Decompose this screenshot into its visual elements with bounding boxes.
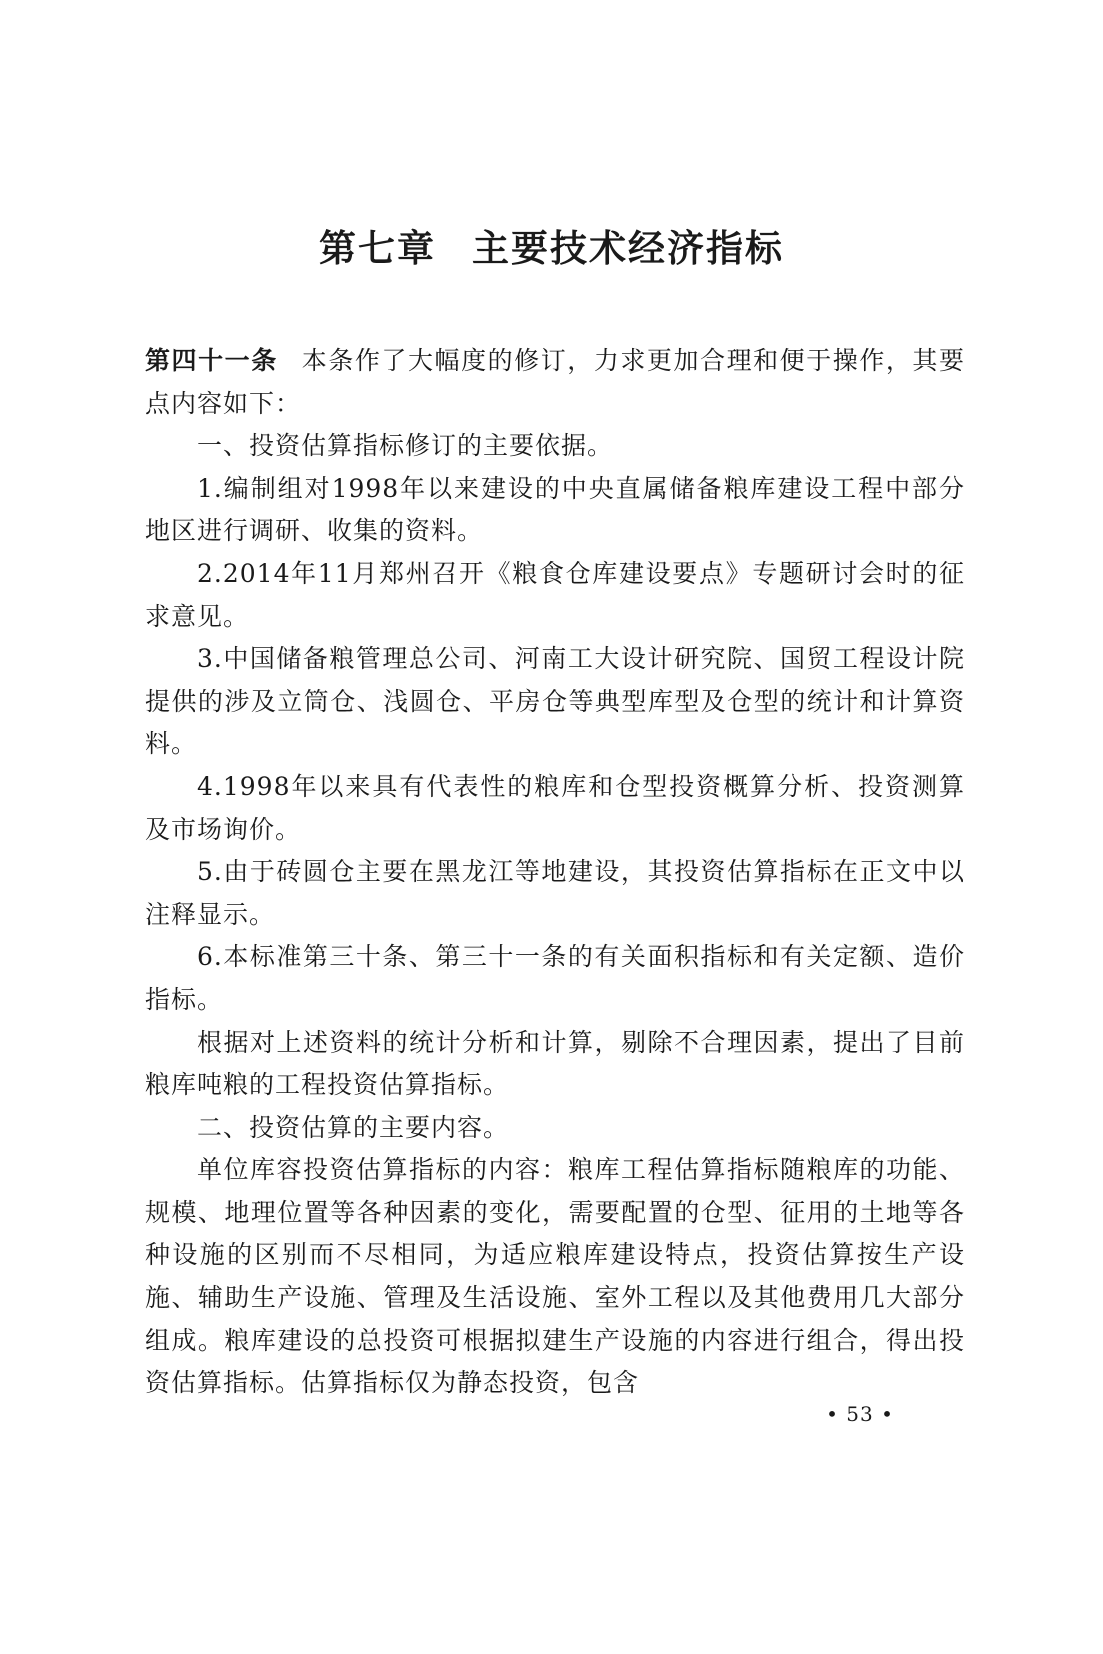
paragraph-item-3: 3.中国储备粮管理总公司、河南工大设计研究院、国贸工程设计院提供的涉及立筒仓、浅圆仓、平房仓等典型库型及仓型的统计和计算资料。 (145, 644, 965, 759)
paragraph-item-1: 1.编制组对1998年以来建设的中央直属储备粮库建设工程中部分地区进行调研、收集的资料。 (145, 473, 965, 546)
paragraph-content-detail: 单位库容投资估算指标的内容：粮库工程估算指标随粮库的功能、规模、地理位置等各种因素的变化，需要配置的仓型、征用的土地等各种设施的区别而不尽相同，为适应粮库建设特点，投资估算按生产设施、辅助生产设施、管理及生活设施、室外工程以及其他费用几大部分组成。粮库建设的总投资可根据拟建生产设施的内容进行组合，得出投资估算指标。估算指标仅为静态投资，包含 (145, 1155, 965, 1398)
page-number: • 53 • (826, 1402, 894, 1426)
paragraph-item-5: 5.由于砖圆仓主要在黑龙江等地建设，其投资估算指标在正文中以注释显示。 (145, 857, 965, 929)
paragraph-basis-heading: 一、投资估算指标修订的主要依据。 (197, 431, 614, 461)
paragraph-item-4: 4.1998年以来具有代表性的粮库和仓型投资概算分析、投资测算及市场询价。 (145, 771, 965, 844)
paragraph-content-heading: 二、投资估算的主要内容。 (197, 1112, 510, 1142)
body-text (145, 340, 965, 1405)
chapter-title (0, 218, 1103, 272)
article-intro: 本条作了大幅度的修订，力求更加合理和便于操作，其要点内容如下： (145, 346, 965, 418)
paragraph-conclusion: 根据对上述资料的统计分析和计算，剔除不合理因素，提出了目前粮库吨粮的工程投资估算指标。 (145, 1027, 965, 1100)
paragraph-item-6: 6.本标准第三十条、第三十一条的有关面积指标和有关定额、造价指标。 (145, 942, 965, 1014)
chapter-number: 第七章 (319, 227, 436, 270)
article-label: 第四十一条 (145, 346, 278, 375)
chapter-name: 主要技术经济指标 (472, 227, 784, 270)
paragraph-item-2: 2.2014年11月郑州召开《粮食仓库建设要点》专题研讨会时的征求意见。 (145, 558, 965, 631)
article-paragraph (145, 340, 965, 425)
